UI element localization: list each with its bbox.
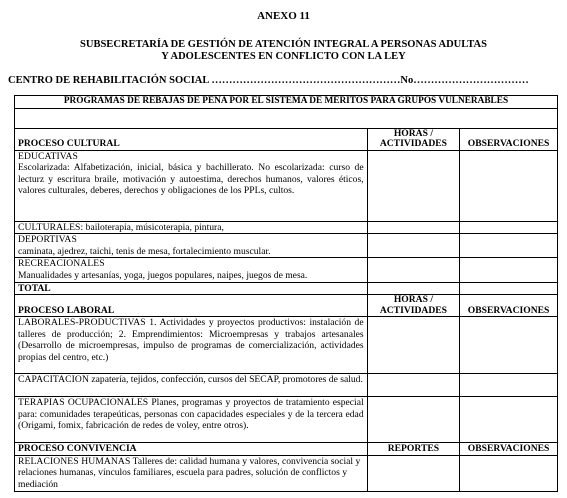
convivencia-reports-header: REPORTES (367, 443, 460, 456)
table-row (15, 258, 558, 282)
terapias-ocupacionales-cell (15, 397, 368, 443)
laboral-process-label: PROCESO LABORAL (15, 295, 368, 317)
category-description: bailoterapia, músicoterapia, pintura, (85, 221, 224, 233)
cultural-header-row (15, 128, 558, 150)
hours-cell[interactable] (367, 234, 460, 258)
total-label: TOTAL (15, 282, 368, 295)
category-name: TERAPIAS OCUPACIONALES (18, 397, 149, 409)
category-description: zapatería, tejidos, confección, cursos del SECAP, promotores de salud. (91, 374, 363, 386)
category-description: Escolarizada: Alfabetización, inicial, básica y bachillerato. No escolarizada: curso de lecturz y escritura braile, motivación y autoestima, derechos humanos, valores éticos, valores culturales, deberes, derechos y obligaciones de los PPLs, cultos. (18, 162, 364, 197)
total-observations-cell[interactable] (460, 282, 558, 295)
table-row (15, 234, 558, 258)
observations-cell[interactable] (460, 455, 558, 491)
laborales-productivas-cell (15, 317, 368, 374)
convivencia-process-label: PROCESO CONVIVENCIA (15, 443, 368, 456)
total-row (15, 282, 558, 295)
culturales-cell (15, 221, 368, 234)
category-description: Planes, programas y proyectos de tratamiento especial para: comunidades terapeúticas, personas con capacidades especiales y de la tercera edad (Origami, fomix, fabricación de redes de voley, entre otros). (18, 397, 364, 432)
observations-cell[interactable] (460, 258, 558, 282)
category-name: LABORALES-PRODUCTIVAS (18, 317, 146, 329)
reports-cell[interactable] (367, 455, 460, 491)
category-name: RECREACIONALES (18, 258, 105, 270)
laboral-observations-header: OBSERVACIONES (460, 295, 558, 317)
hours-cell[interactable] (367, 221, 460, 234)
table-row (15, 221, 558, 234)
deportivas-cell (15, 234, 368, 258)
table-row (15, 397, 558, 443)
table-title: PROGRAMAS DE REBAJAS DE PENA POR EL SISTEMA DE MÉRITOS PARA GRUPOS VULNERABLES (15, 96, 558, 109)
recreacionales-cell (15, 258, 368, 282)
observations-cell[interactable] (460, 150, 558, 221)
capacitacion-cell (15, 374, 368, 397)
hours-cell[interactable] (367, 150, 460, 221)
category-name: EDUCATIVAS (18, 150, 78, 162)
observations-cell[interactable] (460, 397, 558, 443)
observations-cell[interactable] (460, 221, 558, 234)
laboral-hours-header: HORAS / ACTIVIDADES (367, 295, 460, 317)
hours-cell[interactable] (367, 374, 460, 397)
category-description: caminata, ajedrez, taichi, tenis de mesa, fortalecimiento muscular. (18, 245, 271, 257)
annex-title: ANEXO 11 (257, 10, 310, 22)
programs-table (14, 95, 558, 492)
category-name: CULTURALES: (18, 221, 84, 233)
subsecretaria-line-1: SUBSECRETARÍA DE GESTIÓN DE ATENCIÓN INTEGRAL A PERSONAS ADULTAS (80, 39, 487, 50)
observations-cell[interactable] (460, 234, 558, 258)
category-description: 1. Actividades y proyectos productivos: instalación de talleres de producción; 2. Emprendimientos: Microempresas y trabajos artesanales (Desarrollo de microempresas, impulso de programas de comercialización, actividades propias del centro, etc.) (18, 317, 364, 363)
hours-cell[interactable] (367, 258, 460, 282)
convivencia-observations-header: OBSERVACIONES (460, 443, 558, 456)
table-row (15, 150, 558, 221)
table-row (15, 317, 558, 374)
cultural-process-label: PROCESO CULTURAL (15, 128, 368, 150)
table-spacer-row (15, 108, 558, 128)
center-label: CENTRO DE REHABILITACIÓN SOCIAL ………………………………………………No…………………………… (8, 75, 529, 86)
spacer-cell (15, 108, 558, 128)
category-name: CAPACITACION (18, 374, 89, 386)
table-row (15, 455, 558, 491)
convivencia-header-row (15, 443, 558, 456)
educativas-cell (15, 150, 368, 221)
laboral-header-row (15, 295, 558, 317)
total-hours-cell[interactable] (367, 282, 460, 295)
category-name: RELACIONES HUMANAS (18, 455, 131, 467)
relaciones-humanas-cell (15, 455, 368, 491)
table-row (15, 374, 558, 397)
hours-cell[interactable] (367, 397, 460, 443)
category-name: DEPORTIVAS (18, 234, 77, 246)
category-description: Manualidades y artesanías, yoga, juegos populares, naipes, juegos de mesa. (18, 269, 308, 281)
observations-cell[interactable] (460, 374, 558, 397)
hours-cell[interactable] (367, 317, 460, 374)
cultural-observations-header: OBSERVACIONES (460, 128, 558, 150)
cultural-hours-header: HORAS / ACTIVIDADES (367, 128, 460, 150)
subsecretaria-line-2: Y ADOLESCENTES EN CONFLICTO CON LA LEY (161, 51, 406, 62)
category-description: Talleres de: calidad humana y valores, convivencia social y relaciones humanas, vínculos familiares, escuela para padres, solución de conflictos y mediación (18, 455, 361, 490)
table-title-row (15, 96, 558, 109)
observations-cell[interactable] (460, 317, 558, 374)
